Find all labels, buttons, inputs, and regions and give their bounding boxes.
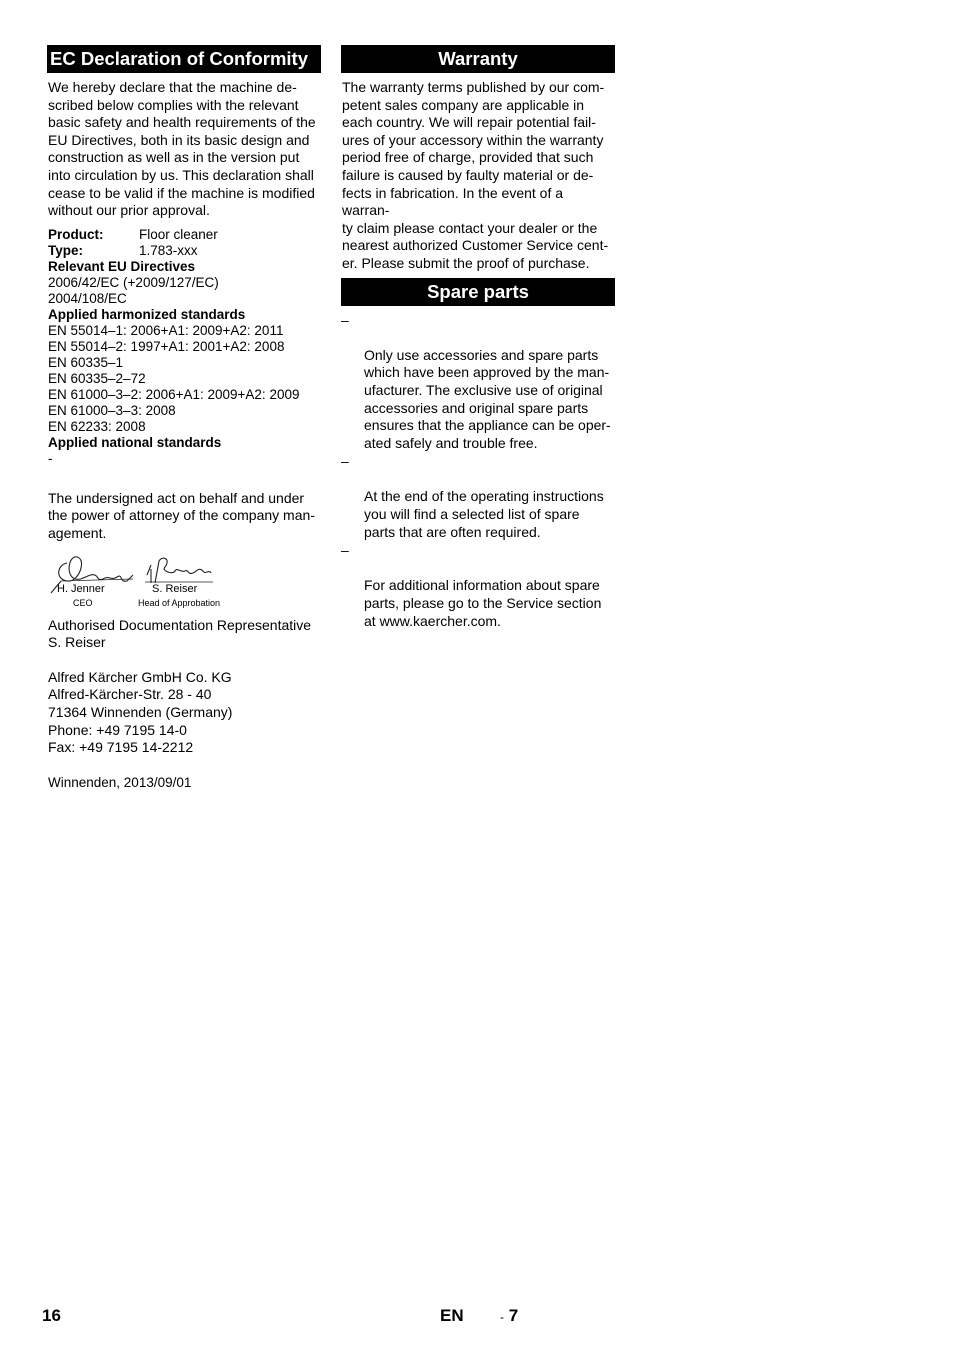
signatory-2-name: S. Reiser [152, 582, 198, 595]
signatory-1-name: H. Jenner [57, 582, 105, 595]
type-value: 1.783-xxx [139, 242, 198, 258]
declaration-intro: We hereby declare that the machine de- scribed below complies with the relevant basic safety and health requirements of the EU Directives, both in its basic design and construction as well as in the version put into circulation by us. This declaration shall cease to be valid if the machine is modified without our prior approval. [48, 79, 316, 219]
sub-page-number [500, 1306, 518, 1326]
standard-item: EN 60335–2–72 [48, 370, 146, 386]
directive-item: 2006/42/EC (+2009/127/EC) [48, 274, 219, 290]
dash-bullet: – [341, 453, 349, 470]
authorised-representative: Authorised Documentation Representative S. Reiser [48, 616, 312, 651]
harmonized-heading: Applied harmonized standards [48, 306, 246, 322]
list-item-text: For additional information about spare parts, please go to the Service section at www.kaercher.com. [364, 577, 602, 629]
standard-item: EN 62233: 2008 [48, 418, 146, 434]
list-item [341, 312, 615, 453]
left-column [47, 45, 321, 791]
undersigned-text: The undersigned act on behalf and under the power of attorney of the company man- agement. [48, 489, 315, 541]
sub-page-dash: - [500, 1310, 504, 1324]
national-heading: Applied national standards [48, 434, 222, 450]
national-value: - [48, 450, 53, 466]
directive-item: 2004/108/EC [48, 290, 127, 306]
company-address: Alfred Kärcher GmbH Co. KG Alfred-Kärcher-Str. 28 - 40 71364 Winnenden (Germany) Phone: +49 7195 14-0 Fax: +49 7195 14-2212 [48, 668, 233, 756]
dash-bullet: – [341, 311, 349, 328]
product-label: Product: [48, 226, 104, 242]
list-item [341, 542, 615, 630]
language-code: EN [440, 1306, 464, 1325]
standard-item: EN 55014–1: 2006+A1: 2009+A2: 2011 [48, 322, 284, 338]
signature-block [47, 551, 321, 611]
standard-item: EN 61000–3–3: 2008 [48, 402, 176, 418]
standard-item: EN 61000–3–2: 2006+A1: 2009+A2: 2009 [48, 386, 300, 402]
standard-item: EN 60335–1 [48, 354, 124, 370]
warranty-heading: Warranty [341, 45, 615, 73]
product-row [48, 227, 321, 243]
type-row [48, 243, 321, 259]
warranty-text: The warranty terms published by our com- petent sales company are applicable in each country. We will repair potential fail- ures of your accessory within the warranty period free of charge, provided that such failure is caused by faulty material or de- fects in fabrication. In the event of a warran- ty claim please contact your dealer or the nearest authorized Customer Service cent- er. Please submit the proof of purchase. [342, 79, 609, 271]
signatory-2-role: Head of Approbation [138, 597, 221, 608]
standard-item: EN 55014–2: 1997+A1: 2001+A2: 2008 [48, 338, 285, 354]
product-value: Floor cleaner [139, 226, 218, 242]
place-date: Winnenden, 2013/09/01 [48, 774, 192, 790]
type-label: Type: [48, 242, 84, 258]
dash-bullet: – [341, 542, 349, 559]
directives-heading: Relevant EU Directives [48, 258, 196, 274]
ec-declaration-heading: EC Declaration of Conformity [47, 45, 321, 73]
page-number: 16 [42, 1306, 61, 1325]
sub-page-value: 7 [508, 1306, 519, 1325]
signatory-1-role: CEO [73, 597, 93, 608]
list-item [341, 453, 615, 541]
spare-parts-heading: Spare parts [341, 278, 615, 306]
spare-parts-list [341, 312, 615, 631]
list-item-text: Only use accessories and spare parts which have been approved by the man- ufacturer. The exclusive use of original accessories and original spare parts ensures that the appliance can be oper- ated safely and trouble free. [364, 346, 611, 451]
right-column [341, 45, 615, 631]
list-item-text: At the end of the operating instructions you will find a selected list of spare parts that are often required. [364, 488, 604, 540]
